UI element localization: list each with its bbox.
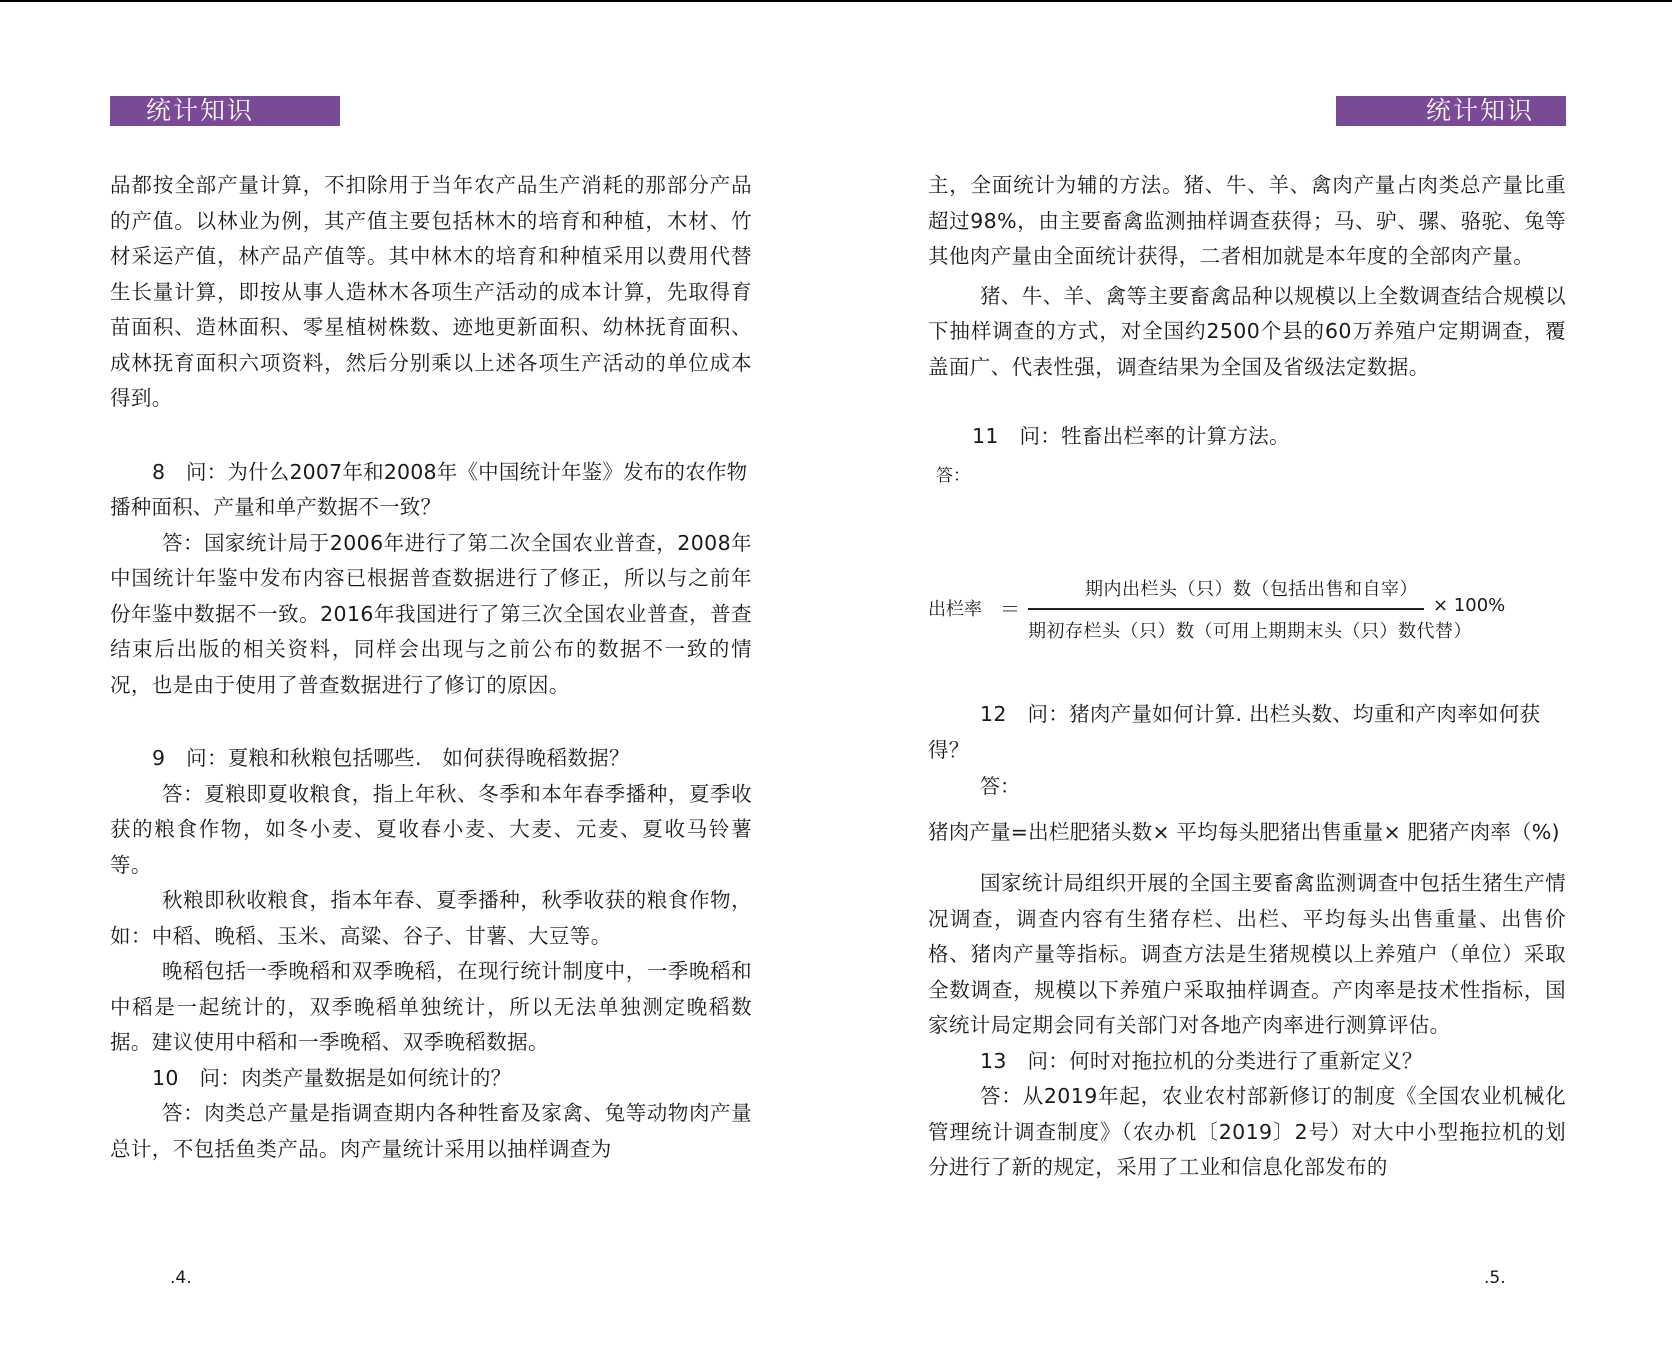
answer-12-label: 答： bbox=[980, 774, 1020, 798]
intro-paragraph: 品都按全部产量计算，不扣除用于当年农产品生产消耗的那部分产品的产值。以林业为例，其产值主要包括林木的培育和种植，木材、竹材采运产值，林产品产值等。其中林木的培育和种植采用以费用代替生长量计算，即按从事人造林木各项生产活动的成本计算，先取得育苗面积、造林面积、零星植树株数、迹地更新面积、幼林抚育面积、成林抚育面积六项资料，然后分别乘以上述各项生产活动的单位成本得到。 bbox=[110, 173, 752, 410]
answer-12: 国家统计局组织开展的全国主要畜禽监测调查中包括生猪生产情况调查，调查内容有生猪存栏、出栏、平均每头出售重量、出售价格、猪肉产量等指标。调查方法是生猪规模以上养殖户（单位）采取全数调查，规模以下养殖户采取抽样调查。产肉率是技术性指标，国家统计局定期会同有关部门对各地产肉率进行测算评估。 bbox=[928, 871, 1566, 1037]
right-page-body-bottom bbox=[928, 697, 1566, 1186]
answer-13: 答：从2019年起，农业农村部新修订的制度《全国农业机械化管理统计调查制度》（农办机〔2019〕2号）对大中小型拖拉机的划分进行了新的规定，采用了工业和信息化部发布的 bbox=[928, 1084, 1566, 1179]
pork-output-formula: 猪肉产量=出栏肥猪头数× 平均每头肥猪出售重量× 肥猪产肉率（%) bbox=[928, 820, 1560, 844]
formula-multiplier: × 100% bbox=[1433, 595, 1506, 616]
answer-9-part-3: 晚稻包括一季晚稻和双季晚稻，在现行统计制度中，一季晚稻和中稻是一起统计的，双季晚稻单独统计，所以无法单独测定晚稻数据。建议使用中稻和一季晚稻、双季晚稻数据。 bbox=[110, 959, 752, 1054]
left-page-body bbox=[110, 168, 752, 1167]
formula-equals: ＝ bbox=[1000, 597, 1020, 621]
right-page bbox=[928, 0, 1566, 1353]
formula-lhs: 出栏率 bbox=[928, 599, 982, 620]
left-page-header: 统计知识 bbox=[110, 96, 340, 126]
question-12: 12 问：猪肉产量如何计算. 出栏头数、均重和产肉率如何获得？ bbox=[928, 702, 1541, 762]
left-page bbox=[110, 0, 752, 1353]
question-13: 13 问：何时对拖拉机的分类进行了重新定义？ bbox=[980, 1048, 1423, 1073]
turnover-rate-formula bbox=[928, 575, 1578, 645]
question-8: 8 问：为什么2007年和2008年《中国统计年鉴》发布的农作物播种面积、产量和单产数据不一致？ bbox=[110, 459, 748, 519]
formula-denominator: 期初存栏头（只）数（可用上期期末头（只）数代替） bbox=[1028, 621, 1472, 642]
question-9: 9 问：夏粮和秋粮包括哪些. 如何获得晚稻数据？ bbox=[152, 746, 630, 770]
question-10: 10 问：肉类产量数据是如何统计的？ bbox=[152, 1065, 512, 1090]
question-11: 11 问：牲畜出栏率的计算方法。 bbox=[972, 424, 1290, 448]
page-number-right: .5. bbox=[1484, 1268, 1506, 1288]
formula-numerator: 期内出栏头（只）数（包括出售和自宰） bbox=[1085, 579, 1418, 600]
answer-9-part-2: 秋粮即秋收粮食，指本年春、夏季播种，秋季收获的粮食作物，如：中稻、晚稻、玉米、高粱、谷子、甘薯、大豆等。 bbox=[110, 888, 752, 948]
right-page-body-top bbox=[928, 168, 1566, 491]
page-number-left: .4. bbox=[170, 1268, 192, 1288]
answer-10-paragraph-2: 猪、牛、羊、禽等主要畜禽品种以规模以上全数调查结合规模以下抽样调查的方式，对全国约2500个县的60万养殖户定期调查，覆盖面广、代表性强，调查结果为全国及省级法定数据。 bbox=[928, 283, 1566, 379]
answer-8: 答：国家统计局于2006年进行了第二次全国农业普查，2008年中国统计年鉴中发布内容已根据普查数据进行了修正，所以与之前年份年鉴中数据不一致。2016年我国进行了第三次全国农业普查，普查结束后出版的相关资料，同样会出现与之前公布的数据不一致的情况，也是由于使用了普查数据进行了修订的原因。 bbox=[110, 530, 752, 697]
answer-11-label: 答： bbox=[936, 465, 970, 486]
formula-fraction-bar bbox=[1028, 608, 1424, 610]
right-page-header: 统计知识 bbox=[1336, 96, 1566, 126]
answer-10-continued: 主，全面统计为辅的方法。猪、牛、羊、禽肉产量占肉类总产量比重超过98%，由主要畜禽监测抽样调查获得；马、驴、骡、骆驼、兔等其他肉产量由全面统计获得，二者相加就是本年度的全部肉产量。 bbox=[928, 173, 1566, 268]
answer-9-part-1: 答：夏粮即夏收粮食，指上年秋、冬季和本年春季播种，夏季收获的粮食作物，如冬小麦、夏收春小麦、大麦、元麦、夏收马铃薯等。 bbox=[110, 781, 752, 877]
answer-10: 答：肉类总产量是指调查期内各种牲畜及家禽、兔等动物肉产量总计，不包括鱼类产品。肉产量统计采用以抽样调查为 bbox=[110, 1101, 752, 1161]
